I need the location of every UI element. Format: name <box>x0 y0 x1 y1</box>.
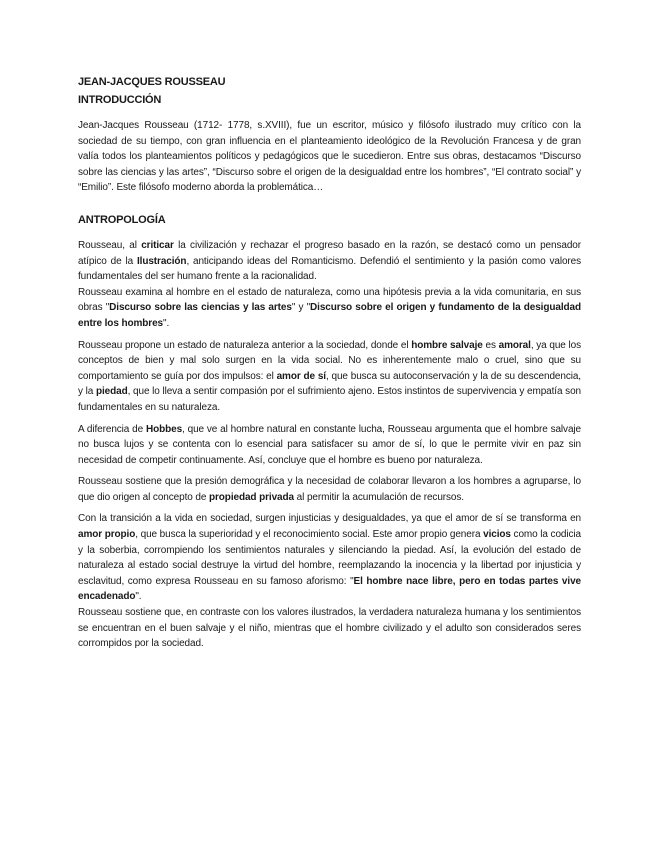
paragraph-2: Rousseau examina al hombre en el estado de naturaleza, como una hipótesis previa a la vida comunitaria, en sus obras "Discurso sobre las ciencias y las artes" y "Discurso sobre el origen y fundamento de la desigualdad entre los hombres". <box>78 286 581 329</box>
paragraph-7: Rousseau sostiene que, en contraste con los valores ilustrados, la verdadera naturaleza humana y los sentimientos se encuentran en el buen salvaje y el niño, mientras que el hombre civilizado y el adulto son considerados seres corrompidos por la sociedad. <box>78 607 581 650</box>
paragraph-3: Rousseau propone un estado de naturaleza anterior a la sociedad, donde el hombre salvaje es amoral, ya que los conceptos de bien y mal solo surgen en la vida social. No es inherentemente malo o cruel, sino que su comportamiento se guía por dos impulsos: el amor de sí, que busca su autoconservación y la de su descendencia, y la piedad, que lo lleva a sentir compasión por el sufrimiento ajeno. Estos instintos de supervivencia y empatía son fundamentales en su naturaleza. <box>78 339 581 413</box>
paragraph-4: A diferencia de Hobbes, que ve al hombre natural en constante lucha, Rousseau argumenta que el hombre salvaje no busca lujos y se contenta con lo esencial para satisfacer su amor de sí, lo que le permite vivir en paz sin necesidad de competir continuamente. Así, concluye que el hombre es bueno por naturaleza. <box>78 423 581 466</box>
document-page <box>78 74 581 652</box>
document-title: JEAN-JACQUES ROUSSEAU <box>78 76 226 88</box>
section-heading-introduccion: INTRODUCCIÓN <box>78 94 162 106</box>
paragraph-5: Rousseau sostiene que la presión demográfica y la necesidad de colaborar llevaron a los hombres a agruparse, lo que dio origen al concepto de propiedad privada al permitir la acumulación de recursos. <box>78 476 581 503</box>
section-heading-antropologia: ANTROPOLOGÍA <box>78 213 166 226</box>
intro-paragraph: Jean-Jacques Rousseau (1712- 1778, s.XVIII), fue un escritor, músico y filósofo ilustrado muy crítico con la sociedad de su tiempo, con gran influencia en el planteamiento ideológico de la Revolución Francesa y de gran valía todos los planteamientos políticos y pedagógicos que le sucedieron. Entre sus obras, destacamos “Discurso sobre las ciencias y las artes”, “Discurso sobre el origen de la desigualdad entre los hombres”, “El contrato social” y “Emilio”. Este filósofo moderno aborda la problemática… <box>78 120 581 194</box>
paragraph-1: Rousseau, al criticar la civilización y rechazar el progreso basado en la razón, se destacó como un pensador atípico de la Ilustración, anticipando ideas del Romanticismo. Defendió el sentimiento y la pasión como valores fundamentales del ser humano frente a la racionalidad. <box>78 239 581 283</box>
paragraph-6: Con la transición a la vida en sociedad, surgen injusticias y desigualdades, ya que el amor de sí se transforma en amor propio, que busca la superioridad y el reconocimiento social. Este amor propio genera vicios como la codicia y la soberbia, corrompiendo los sentimientos naturales y silenciando la piedad. Así, la evolución del estado de naturaleza al estado social destruye la virtud del hombre, reemplazando la inocencia y la libertad por injusticia y esclavitud, como expresa Rousseau en su famoso aforismo: "El hombre nace libre, pero en todas partes vive encadenado". <box>78 513 581 603</box>
